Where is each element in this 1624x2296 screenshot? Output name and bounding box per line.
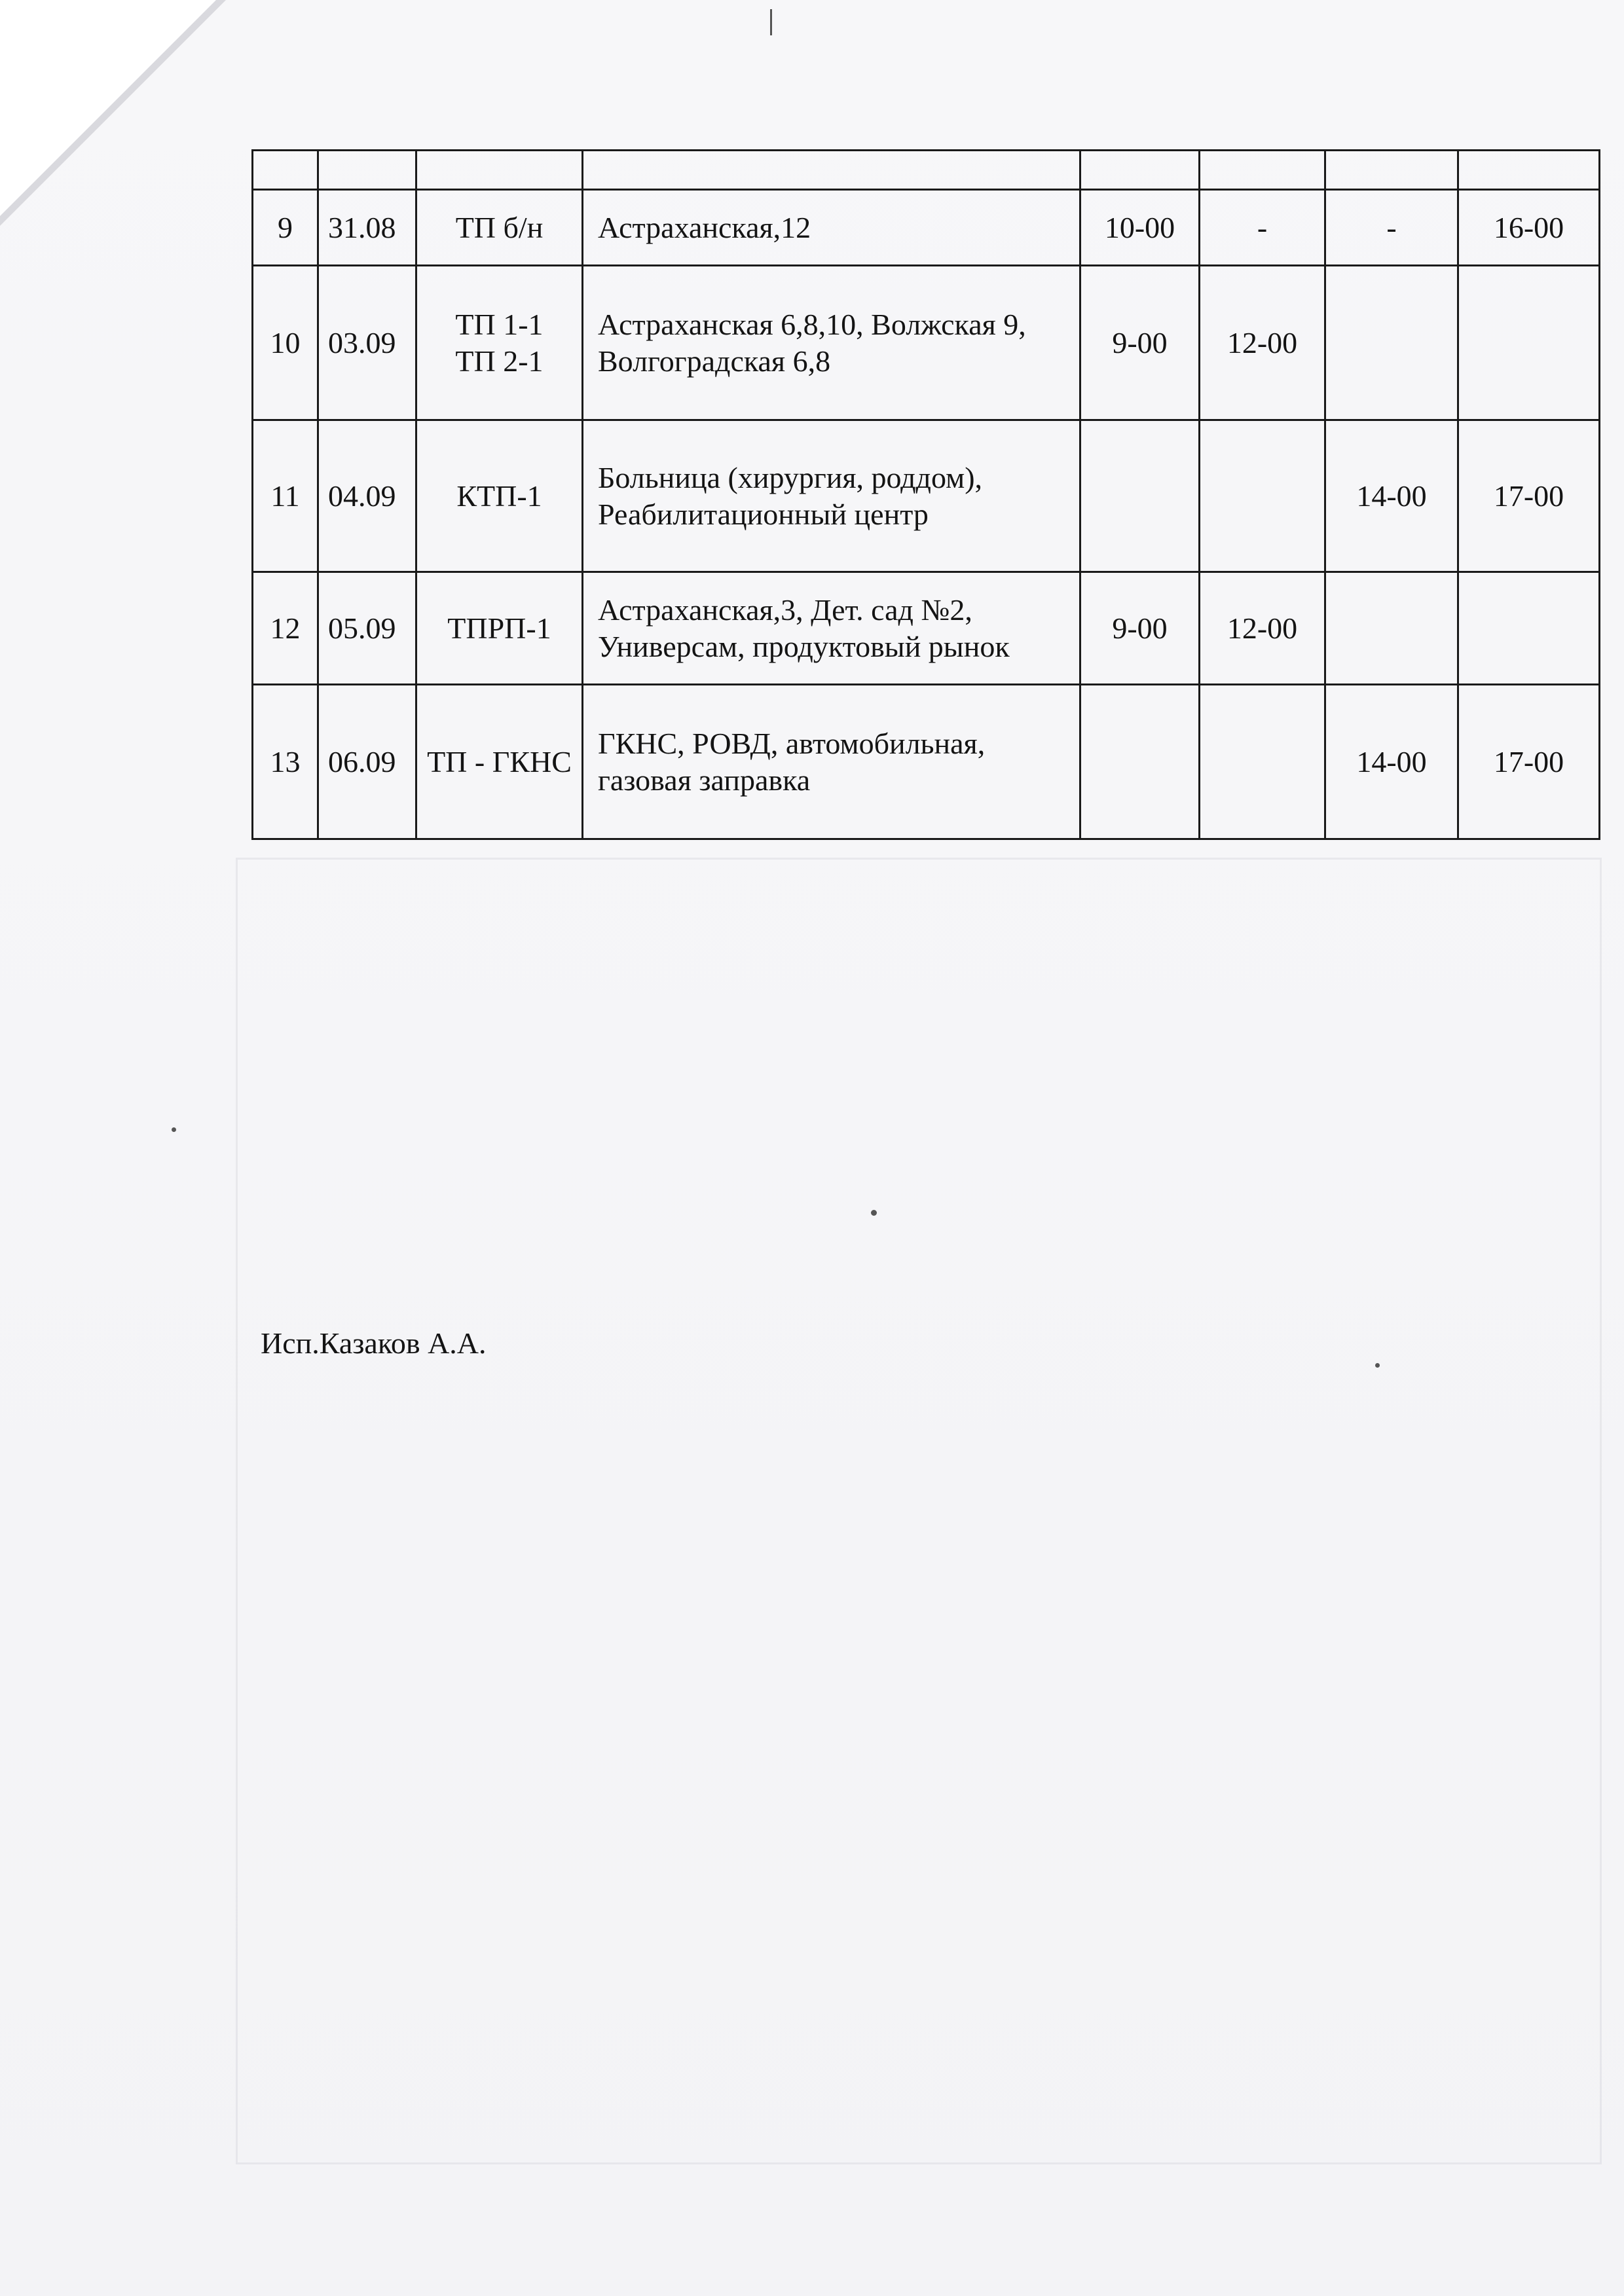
row-time-1: 9-00 — [1080, 572, 1200, 685]
row-address: Астраханская,3, Дет. сад №2, Универсам, продуктовый рынок — [583, 572, 1080, 685]
row-time-3: 14-00 — [1325, 420, 1458, 572]
row-time-2 — [1200, 420, 1325, 572]
row-time-1 — [1080, 685, 1200, 839]
row-time-1 — [1080, 420, 1200, 572]
row-time-4 — [1458, 266, 1600, 420]
row-number: 12 — [253, 572, 318, 685]
row-time-3: - — [1325, 190, 1458, 266]
row-number: 13 — [253, 685, 318, 839]
row-date: 03.09 — [318, 266, 416, 420]
scan-speck — [172, 1127, 176, 1132]
row-date: 06.09 — [318, 685, 416, 839]
row-substation: ТПРП-1 — [416, 572, 583, 685]
bleed-through-table — [236, 858, 1602, 2164]
row-time-3 — [1325, 572, 1458, 685]
scan-speck — [770, 9, 772, 35]
table-row — [253, 190, 1600, 266]
row-substation: ТП б/н — [416, 190, 583, 266]
row-date: 05.09 — [318, 572, 416, 685]
row-time-2 — [1200, 685, 1325, 839]
table-row — [253, 266, 1600, 420]
row-time-4 — [1458, 572, 1600, 685]
row-time-4: 17-00 — [1458, 420, 1600, 572]
row-time-2: - — [1200, 190, 1325, 266]
row-address: ГКНС, РОВД, автомобильная, газовая заправка — [583, 685, 1080, 839]
row-address: Астраханская 6,8,10, Волжская 9, Волгоградская 6,8 — [583, 266, 1080, 420]
row-time-3 — [1325, 266, 1458, 420]
row-substation: ТП - ГКНС — [416, 685, 583, 839]
scan-speck — [1375, 1363, 1380, 1368]
row-number: 10 — [253, 266, 318, 420]
row-date: 04.09 — [318, 420, 416, 572]
folded-corner — [0, 0, 216, 216]
row-address: Больница (хирургия, роддом), Реабилитационный центр — [583, 420, 1080, 572]
row-number: 9 — [253, 190, 318, 266]
row-time-2: 12-00 — [1200, 266, 1325, 420]
row-time-1: 9-00 — [1080, 266, 1200, 420]
table-row — [253, 685, 1600, 839]
row-time-3: 14-00 — [1325, 685, 1458, 839]
row-time-4: 17-00 — [1458, 685, 1600, 839]
table-row — [253, 572, 1600, 685]
schedule-table — [251, 149, 1600, 840]
row-date: 31.08 — [318, 190, 416, 266]
table-row — [253, 420, 1600, 572]
row-substation: ТП 1-1 ТП 2-1 — [416, 266, 583, 420]
row-address: Астраханская,12 — [583, 190, 1080, 266]
scan-speck — [871, 1210, 877, 1216]
row-number: 11 — [253, 420, 318, 572]
row-time-1: 10-00 — [1080, 190, 1200, 266]
executor-signature-line: Исп.Казаков А.А. — [261, 1326, 487, 1360]
row-substation: КТП-1 — [416, 420, 583, 572]
header-blank-row — [253, 151, 1600, 190]
row-time-4: 16-00 — [1458, 190, 1600, 266]
row-time-2: 12-00 — [1200, 572, 1325, 685]
